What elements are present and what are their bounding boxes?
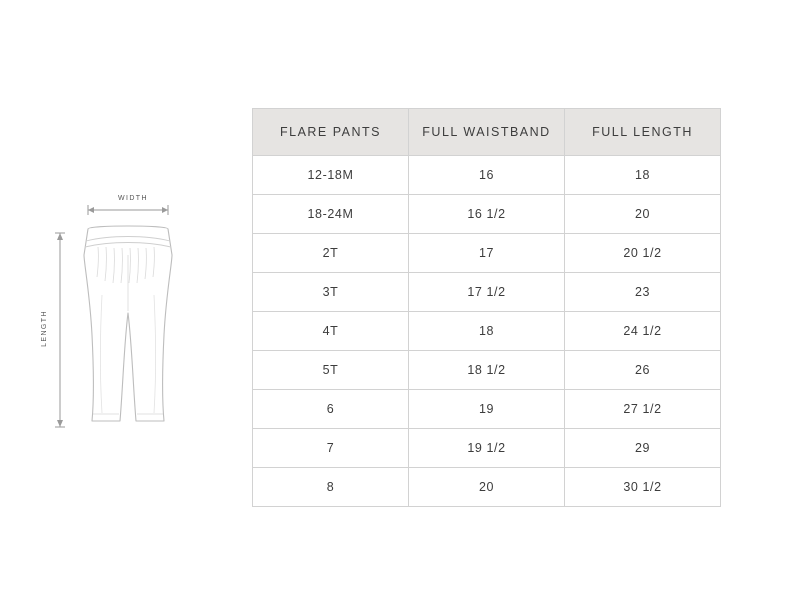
- cell-size: 8: [253, 468, 409, 507]
- table-row: [253, 156, 721, 195]
- table-header-row: [253, 109, 721, 156]
- cell-length: 26: [565, 351, 721, 390]
- cell-length: 24 1/2: [565, 312, 721, 351]
- cell-waistband: 19 1/2: [409, 429, 565, 468]
- column-header-waistband: FULL WAISTBAND: [409, 109, 565, 156]
- table-row: [253, 468, 721, 507]
- cell-waistband: 18: [409, 312, 565, 351]
- cell-waistband: 20: [409, 468, 565, 507]
- cell-length: 30 1/2: [565, 468, 721, 507]
- cell-waistband: 19: [409, 390, 565, 429]
- column-header-size: FLARE PANTS: [253, 109, 409, 156]
- cell-size: 3T: [253, 273, 409, 312]
- table-row: [253, 273, 721, 312]
- cell-waistband: 18 1/2: [409, 351, 565, 390]
- cell-length: 20 1/2: [565, 234, 721, 273]
- table-row: [253, 351, 721, 390]
- cell-size: 6: [253, 390, 409, 429]
- cell-waistband: 17 1/2: [409, 273, 565, 312]
- table-row: [253, 234, 721, 273]
- pants-measurement-diagram: [40, 185, 220, 450]
- table-row: [253, 429, 721, 468]
- cell-size: 4T: [253, 312, 409, 351]
- cell-size: 12-18M: [253, 156, 409, 195]
- cell-length: 23: [565, 273, 721, 312]
- table-row: [253, 195, 721, 234]
- cell-size: 2T: [253, 234, 409, 273]
- column-header-length: FULL LENGTH: [565, 109, 721, 156]
- cell-length: 18: [565, 156, 721, 195]
- cell-size: 5T: [253, 351, 409, 390]
- cell-size: 7: [253, 429, 409, 468]
- flare-pants-icon: [40, 185, 220, 450]
- table-row: [253, 312, 721, 351]
- length-dimension-label: LENGTH: [40, 310, 48, 347]
- cell-size: 18-24M: [253, 195, 409, 234]
- size-chart-table: [252, 108, 721, 507]
- width-dimension-label: WIDTH: [118, 195, 148, 202]
- cell-length: 29: [565, 429, 721, 468]
- cell-waistband: 16: [409, 156, 565, 195]
- cell-length: 20: [565, 195, 721, 234]
- cell-waistband: 17: [409, 234, 565, 273]
- cell-waistband: 16 1/2: [409, 195, 565, 234]
- cell-length: 27 1/2: [565, 390, 721, 429]
- table-row: [253, 390, 721, 429]
